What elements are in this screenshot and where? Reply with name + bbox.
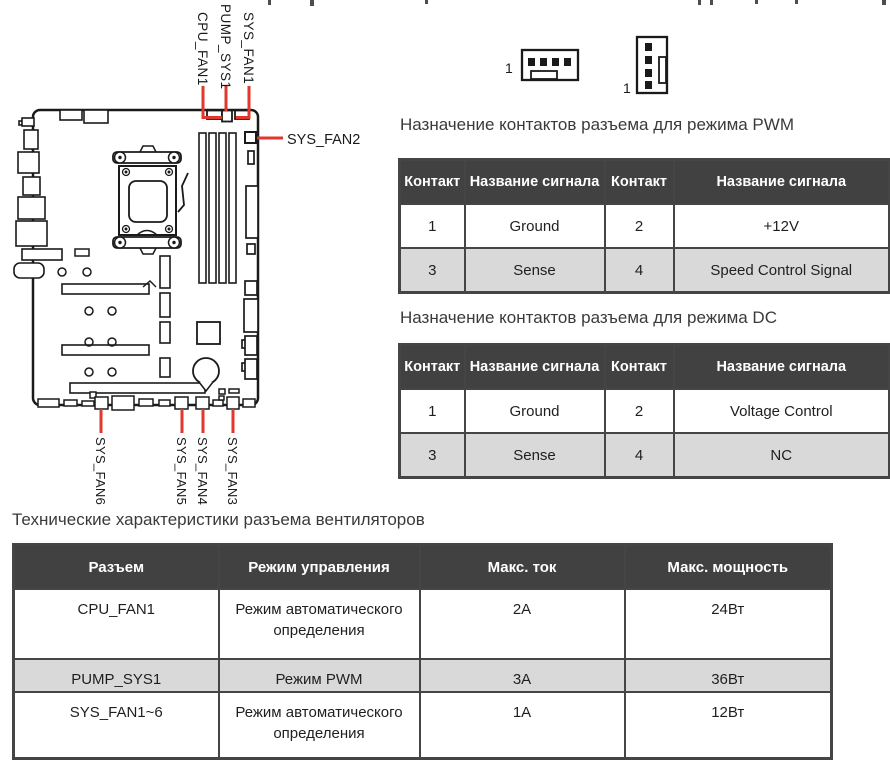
- pwm-heading: Назначение контактов разъема для режима PWM: [400, 115, 794, 134]
- label-sys-fan5: SYS_FAN5: [174, 437, 189, 506]
- table-cell: 3A: [420, 659, 625, 692]
- table-row: [400, 248, 890, 293]
- chipset: [197, 322, 220, 344]
- column-header: Название сигнала: [465, 160, 605, 205]
- column-header: Контакт: [605, 345, 674, 390]
- pin1-label-vertical: 1: [623, 80, 631, 96]
- table-cell: 2A: [420, 589, 625, 659]
- specs-heading: Технические характеристики разъема вентиляторов: [12, 510, 425, 529]
- table-cell: 1: [400, 204, 465, 248]
- column-header: Режим управления: [219, 545, 420, 590]
- cropped-text-fragment: [710, 0, 713, 5]
- label-sys-fan4: SYS_FAN4: [195, 437, 210, 506]
- column-header: Макс. мощность: [625, 545, 832, 590]
- table-cell: Sense: [465, 433, 605, 478]
- vertical-fan-connector-icon: [637, 37, 667, 93]
- label-sys-fan6: SYS_FAN6: [93, 437, 108, 506]
- table-cell: NC: [674, 433, 890, 478]
- table-cell: Speed Control Signal: [674, 248, 890, 293]
- table-row: [400, 433, 890, 478]
- label-sys-fan3: SYS_FAN3: [225, 437, 240, 506]
- fan-specs-table: [12, 543, 833, 760]
- table-cell: 3: [400, 433, 465, 478]
- table-row: [400, 204, 890, 248]
- dc-heading: Назначение контактов разъема для режима DC: [400, 308, 777, 327]
- column-header: Контакт: [400, 160, 465, 205]
- pin1-label-horizontal: 1: [505, 60, 513, 76]
- column-header: Разъем: [14, 545, 219, 590]
- cropped-text-fragment: [755, 0, 758, 4]
- label-sys-fan1: SYS_FAN1: [241, 12, 256, 85]
- dc-pinout-table: [398, 343, 890, 479]
- table-cell: 2: [605, 389, 674, 433]
- motherboard-diagram: [0, 0, 395, 515]
- table-cell: 12Вт: [625, 692, 832, 758]
- table-cell: 2: [605, 204, 674, 248]
- table-cell: Режим PWM: [219, 659, 420, 692]
- table-row: [14, 659, 832, 692]
- table-cell: 24Вт: [625, 589, 832, 659]
- column-header: Контакт: [400, 345, 465, 390]
- table-cell: 3: [400, 248, 465, 293]
- column-header: Название сигнала: [674, 160, 890, 205]
- table-cell: Voltage Control: [674, 389, 890, 433]
- table-cell: SYS_FAN1~6: [14, 692, 219, 758]
- table-cell: 1A: [420, 692, 625, 758]
- label-pump-sys1: PUMP_SYS1: [218, 4, 233, 90]
- column-header: Контакт: [605, 160, 674, 205]
- pwm-pinout-table: [398, 158, 890, 294]
- table-cell: 4: [605, 433, 674, 478]
- table-header-row: [400, 345, 890, 390]
- table-cell: Sense: [465, 248, 605, 293]
- column-header: Название сигнала: [465, 345, 605, 390]
- label-sys-fan2: SYS_FAN2: [287, 132, 361, 148]
- label-cpu-fan1: CPU_FAN1: [195, 12, 210, 86]
- fan-connector-pictograms: [495, 25, 685, 100]
- table-cell: Ground: [465, 204, 605, 248]
- table-cell: 1: [400, 389, 465, 433]
- column-header: Название сигнала: [674, 345, 890, 390]
- table-cell: 4: [605, 248, 674, 293]
- table-cell: Ground: [465, 389, 605, 433]
- table-row: [14, 692, 832, 758]
- cropped-text-fragment: [698, 0, 701, 5]
- cropped-text-fragment: [425, 0, 428, 4]
- table-row: [14, 589, 832, 659]
- table-cell: PUMP_SYS1: [14, 659, 219, 692]
- table-cell: CPU_FAN1: [14, 589, 219, 659]
- table-cell: Режим автоматического определения: [219, 589, 420, 659]
- table-row: [400, 389, 890, 433]
- cropped-text-fragment: [795, 0, 798, 4]
- column-header: Макс. ток: [420, 545, 625, 590]
- table-cell: Режим автоматического определения: [219, 692, 420, 758]
- table-header-row: [14, 545, 832, 590]
- table-header-row: [400, 160, 890, 205]
- table-cell: 36Вт: [625, 659, 832, 692]
- cpu-socket: [113, 146, 188, 254]
- horizontal-fan-connector-icon: [522, 50, 578, 80]
- cropped-text-fragment: [882, 0, 886, 5]
- table-cell: +12V: [674, 204, 890, 248]
